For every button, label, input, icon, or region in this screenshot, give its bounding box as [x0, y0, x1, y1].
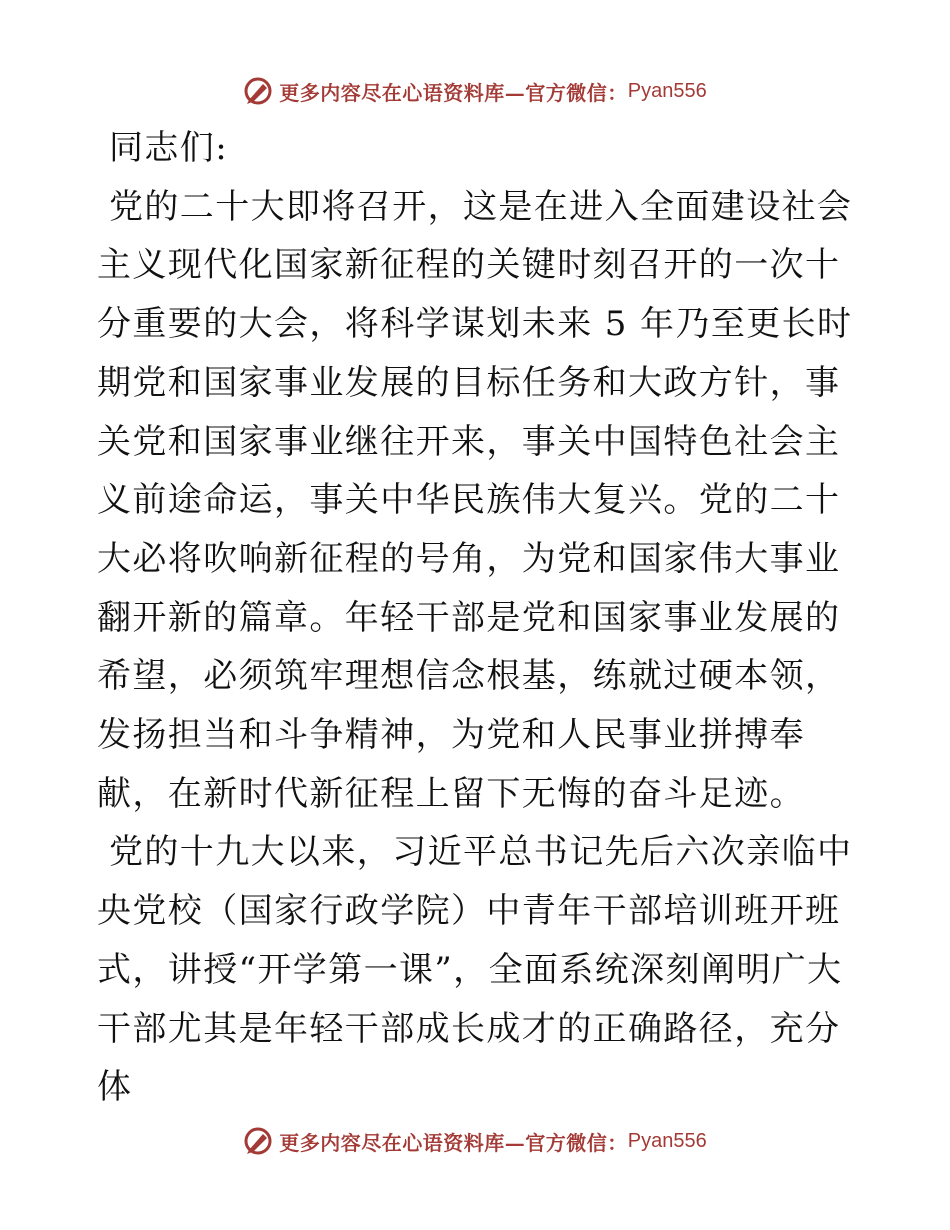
pen-logo-icon	[243, 1126, 273, 1156]
greeting: 同志们:	[109, 128, 229, 168]
document-body	[97, 119, 857, 1117]
paragraph-1: 党的二十大即将召开，这是在进入全面建设社会主义现代化国家新征程的关键时刻召开的一次十分重要的大会，将科学谋划未来 5 年乃至更长时期党和国家事业发展的目标任务和大政方针，事关党和国家事业继往开来，事关中国特色社会主义前途命运，事关中华民族伟大复兴。党的二十大必将吹响新征程的号角，为党和国家伟大事业翻开新的篇章。年轻干部是党和国家事业发展的希望，必须筑牢理想信念根基，练就过硬本领，发扬担当和斗争精神，为党和人民事业拼搏奉献，在新时代新征程上留下无悔的奋斗足迹。	[97, 186, 853, 814]
footer-banner-text: 更多内容尽在心语资料库—官方微信：	[279, 1130, 628, 1155]
header-wechat-account: Pyan556	[627, 79, 707, 102]
footer-wechat-account: Pyan556	[627, 1129, 707, 1152]
pen-logo-icon	[243, 76, 273, 106]
header-banner	[0, 71, 950, 111]
footer-banner	[0, 1121, 950, 1161]
header-banner-text: 更多内容尽在心语资料库—官方微信：	[279, 80, 628, 105]
paragraph-2: 党的十九大以来，习近平总书记先后六次亲临中央党校（国家行政学院）中青年干部培训班开班式，讲授“开学第一课”，全面系统深刻阐明广大干部尤其是年轻干部成长成才的正确路径，充分体	[97, 832, 853, 1108]
